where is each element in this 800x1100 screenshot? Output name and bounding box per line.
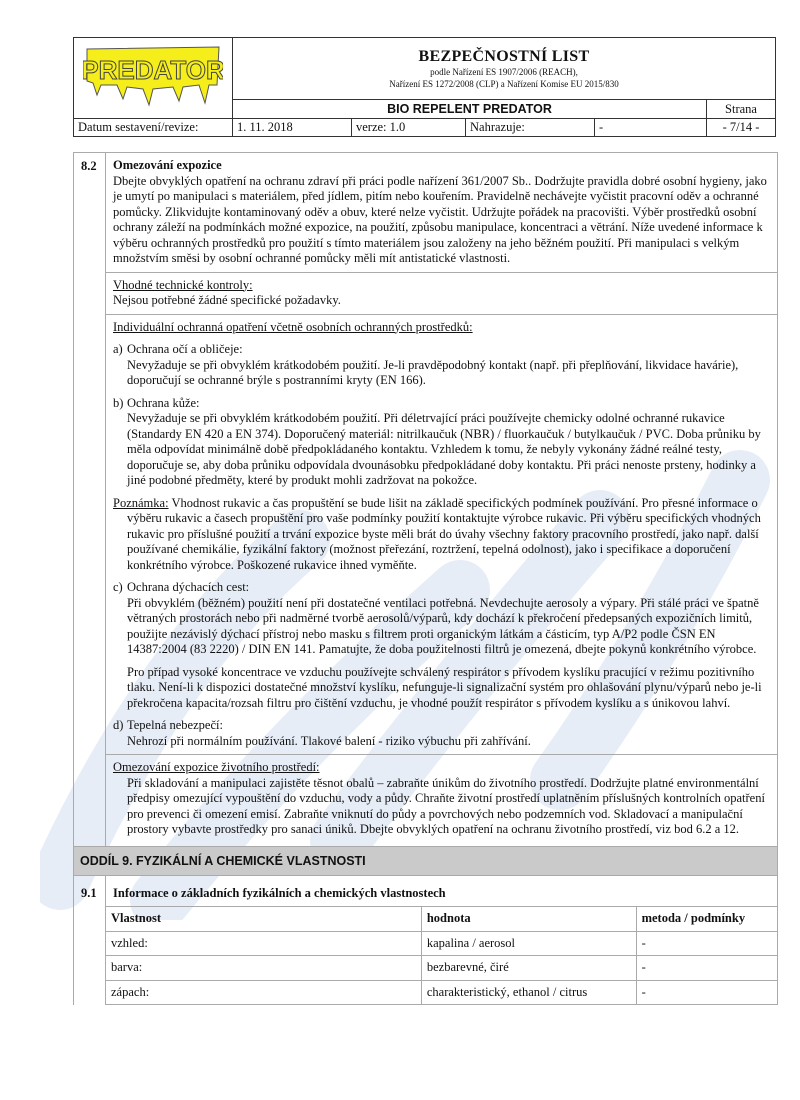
- environmental-exposure-block: [106, 755, 777, 846]
- page-number: - 7/14 -: [707, 119, 776, 137]
- technical-controls-heading: Vhodné technické kontroly:: [113, 277, 253, 292]
- item-title: Tepelná nebezpečí:: [127, 718, 223, 732]
- section-8-2: [74, 153, 777, 846]
- product-name: BIO REPELENT PREDATOR: [233, 100, 707, 119]
- column-header-value: hodnota: [421, 907, 636, 932]
- document-body: [73, 152, 778, 1005]
- method-cell: -: [636, 980, 777, 1004]
- individual-protection-heading: Individuální ochranná opatření včetně osobních ochranných prostředků:: [113, 319, 473, 334]
- item-title: Ochrana kůže:: [127, 395, 200, 410]
- property-cell: barva:: [106, 956, 421, 981]
- technical-controls-block: [106, 273, 777, 315]
- note-text: Vhodnost rukavic a čas propuštění se bude lišit na základě specifických podmínek používání. Pro přesné informace o výběru rukavic a časech propuštění pro vaše podmínky použití kontaktujte výrobce rukavic. Při výběru specifických vhodných rukavic pro příslušné použití a trvání expozice byste měli brát do úvahy všechny faktory pracovního prostředí, jako např. další používané chemikálie, fyzikální faktory (možnost přeřezání, roztržení, tepelná odolnost), jako i specifikace a doporučení konkrétního výrobce. Poškozené rukavice ihned vyměňte.: [127, 495, 761, 572]
- technical-controls-text: Nejsou potřebné žádné specifické požadavky.: [113, 293, 341, 307]
- item-label: b): [113, 395, 124, 410]
- title-cell: [233, 38, 776, 100]
- subsection-number: 9.1: [74, 876, 106, 1006]
- item-title: Ochrana dýchacích cest:: [127, 580, 250, 594]
- date-value: 1. 11. 2018: [233, 119, 352, 137]
- item-label: a): [113, 342, 123, 356]
- predator-logo-icon: [83, 45, 223, 107]
- section-title: Omezování expozice: [113, 158, 222, 172]
- table-header-row: [106, 907, 777, 932]
- regulation-line-2: Nařízení ES 1272/2008 (CLP) a Nařízení Komise EU 2015/830: [389, 78, 619, 89]
- table-row: [106, 931, 777, 956]
- note-label: Poznámka:: [113, 495, 169, 510]
- date-label: Datum sestavení/revize:: [74, 119, 233, 137]
- method-cell: -: [636, 931, 777, 956]
- item-text: Nevyžaduje se při obvyklém krátkodobém použití. Je-li pravděpodobný kontakt (např. při přeplňování, likvidace havárie), doporučují se ochranné brýle s postranními kryty (EN 166).: [127, 357, 739, 387]
- respiratory-protection-item: [113, 580, 769, 711]
- section-9-1: [74, 876, 777, 1006]
- exposure-intro-block: [106, 153, 777, 273]
- environmental-text: Při skladování a manipulaci zajistěte těsnot obalů – zabraňte únikům do životního prostředí. Dodržujte platné environmentální předpisy omezující vypouštění do vzduchu, vody a půdy. Chraňte životní prostředí uplatněním příslušných kontrolních opatření pro prevenci či omezení emisí. Zabraňte vniknutí do půdy a povrchových nebo podzemních vod. Skladovací a manipulační prostory vybavte prostředky pro sanaci úniků. Dbejte obvyklých opatření na ochranu životního prostředí, viz bod 6.2 a 12.: [127, 775, 765, 836]
- property-cell: vzhled:: [106, 931, 421, 956]
- skin-protection-item: [113, 396, 769, 489]
- item-title: Ochrana očí a obličeje:: [127, 342, 243, 356]
- page-label: Strana: [707, 100, 776, 119]
- item-text-2: Pro případ vysoké koncentrace ve vzduchu používejte schválený respirátor s přívodem kyslíku pracující v režimu pozitivního tlaku. Není-li k dispozici dostatečné množství kyslíku, nefunguje-li signalizační systém pro ohlašování plynu/výparů nebo je-li překročena kapacita/rozsah filtru pro čištění vzduchu, je vhodné použít respirátor s přívodem kyslíku a s únikovou lahví.: [127, 664, 762, 710]
- item-label: c): [113, 580, 123, 594]
- environmental-heading: Omezování expozice životního prostředí:: [113, 760, 320, 774]
- replaces-value: -: [595, 119, 707, 137]
- property-cell: zápach:: [106, 980, 421, 1004]
- item-label: d): [113, 718, 124, 732]
- section-number: 8.2: [74, 153, 106, 846]
- method-cell: -: [636, 956, 777, 981]
- logo-cell: [74, 38, 233, 119]
- item-text: Nehrozí při normálním používání. Tlakové balení - riziko výbuchu při zahřívání.: [127, 733, 531, 748]
- regulation-line-1: podle Nařízení ES 1907/2006 (REACH),: [430, 66, 578, 77]
- individual-protection-block: [106, 315, 777, 756]
- document-header: [73, 37, 776, 137]
- section-9-heading: ODDÍL 9. FYZIKÁLNÍ A CHEMICKÉ VLASTNOSTI: [74, 846, 777, 876]
- thermal-hazards-item: [113, 718, 769, 749]
- version: verze: 1.0: [352, 119, 466, 137]
- value-cell: charakteristický, ethanol / citrus: [421, 980, 636, 1004]
- value-cell: kapalina / aerosol: [421, 931, 636, 956]
- properties-table: [106, 906, 777, 1004]
- item-text: Nevyžaduje se při obvyklém krátkodobém použití. Při déletrvající práci používejte chemicky odolné ochranné rukavice (Standardy EN 420 a EN 374). Doporučený materiál: nitrilkaučuk (NBR) / fluorkaučuk / butylkaučuk / PVC. Doba průniku by měla odpovídat minimálně době předpokládaného kontaktu. Vzhledem k tomu, že nebyly vykonány žádné reálné testy, doporučuje se, aby doba průniku odpovídala dvounásobku předpokládané doby kontaktu. Při práci nenoste prsteny, hodinky a jiné podobné předměty, které by produkt mohli zadržovat na pokožce.: [127, 411, 761, 487]
- replaces-label: Nahrazuje:: [466, 119, 595, 137]
- table-row: [106, 956, 777, 981]
- value-cell: bezbarevné, čiré: [421, 956, 636, 981]
- intro-text: Dbejte obvyklých opatření na ochranu zdraví při práci podle nařízení 361/2007 Sb.. Dodržujte pravidla dobré osobní hygieny, jako je umytí po manipulaci s materiálem, před jídlem, pitím nebo kouřením. Pravidelně nechávejte vyčistit pracovní oděv a ochranné pomůcky. Zlikvidujte kontaminovaný oděv a obuv, které nelze vyčistit. Udržujte pořádek na pracovišti. Výběr prostředků osobní ochrany záleží na podmínkách možné expozice, na použití, způsobu manipulace, koncentraci a větrání. Níže uvedené informace k výběru ochranných prostředků pro použití s tímto materiálem jsou založeny na jeho běžném použití. Při manipulaci s velkým množstvím směsi by osobní ochranné pomůcky měli mít antistatické vlastnosti.: [113, 173, 767, 265]
- item-text: Při obvyklém (běžném) použití není při dostatečné ventilaci potřebná. Nevdechujte aerosoly a výpary. Při stálé práci ve špatně větraných prostorách nebo při nadměrné tvorbě aerosolů/výparů, kdy dochází k překročení předepsaných expozičních limitů, použijte nezávislý dýchací přístroj nebo masku s filtrem proti organickým látkám a částicím, typ A/P2 podle ČSN EN 14387:2004 (83 2220) / DIN EN 141. Pamatujte, že doba použitelnosti filtrů je omezená, dbejte pokynů konkrétního výrobce.: [127, 595, 759, 656]
- table-row: [106, 980, 777, 1004]
- subsection-title: Informace o základních fyzikálních a chemických vlastnostech: [113, 885, 446, 900]
- svg-text:PREDATOR: PREDATOR: [83, 55, 223, 85]
- document-title: BEZPEČNOSTNÍ LIST: [418, 47, 590, 65]
- column-header-property: Vlastnost: [106, 907, 421, 932]
- gloves-note: [113, 496, 769, 574]
- column-header-method: metoda / podmínky: [636, 907, 777, 932]
- eye-protection-item: [113, 342, 769, 389]
